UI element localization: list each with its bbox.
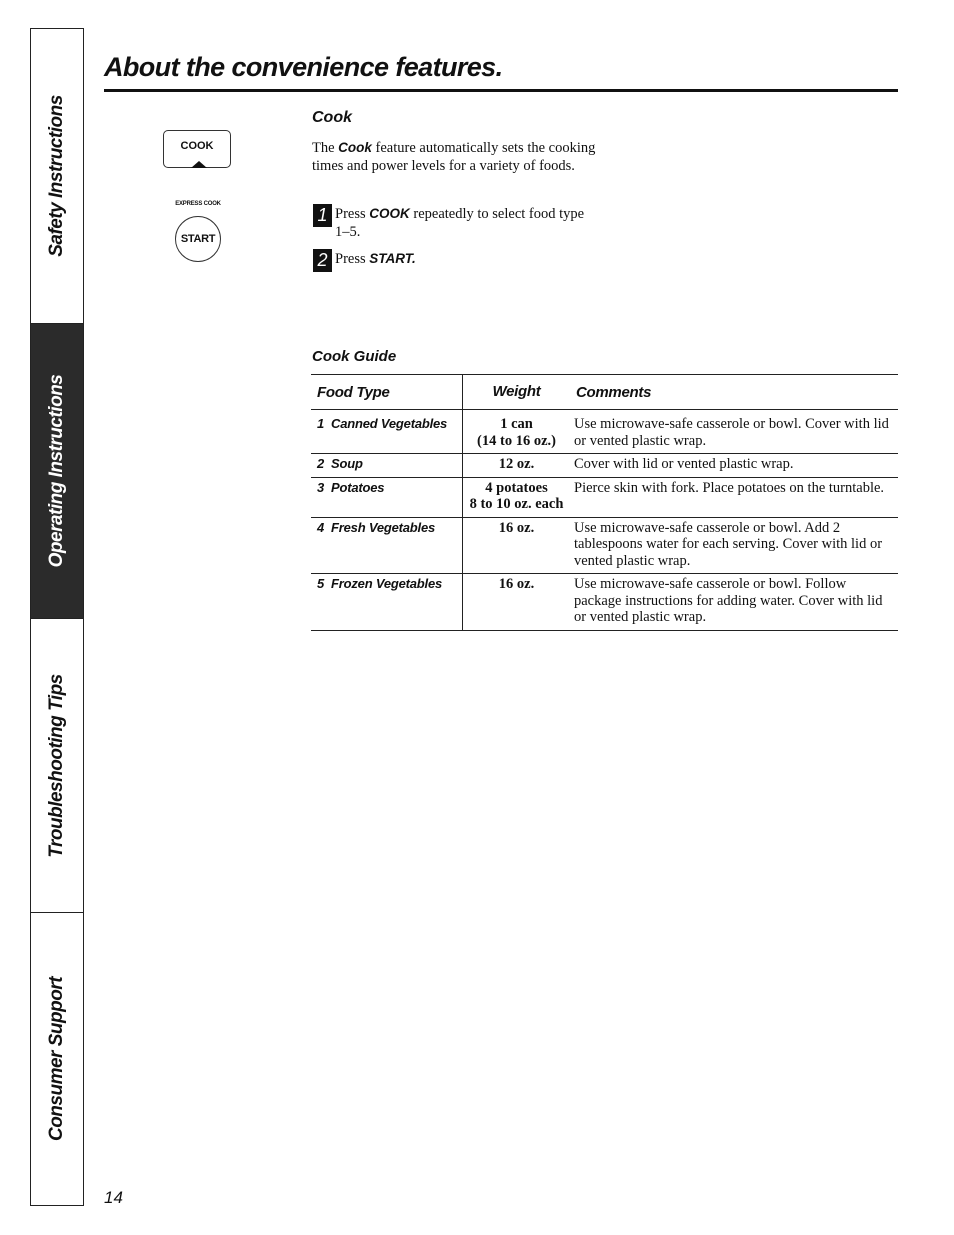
food-number: 5 [317,576,325,591]
table-row [311,410,898,454]
table-row [311,517,898,574]
comments-cell: Pierce skin with fork. Place potatoes on the turntable. [570,477,898,517]
cook-guide-table [311,374,898,631]
table-row [311,477,898,517]
step-keyword: START. [369,251,416,266]
weight-line: 12 oz. [498,456,535,472]
weight-cell [463,517,571,574]
weight-line: 8 to 10 oz. each [469,496,564,512]
weight-cell [463,454,571,478]
food-type-cell [311,477,463,517]
tab-label: Consumer Support [46,976,67,1142]
express-cook-label: EXPRESS COOK [175,201,221,207]
food-type-cell [311,574,463,631]
section-heading: Cook [312,109,352,126]
page-title: About the convenience features. [104,52,503,82]
weight-cell [463,410,571,454]
comments-cell: Use microwave-safe casserole or bowl. Follow package instructions for adding water. Cover with lid or vented plastic wrap. [570,574,898,631]
side-tab-bar [30,28,84,1206]
food-name: Canned Vegetables [331,416,448,431]
food-name: Fresh Vegetables [331,519,436,535]
cook-button-label: COOK [180,140,214,152]
tab-troubleshooting-tips[interactable] [31,619,83,913]
cook-button-illustration [163,130,231,168]
food-type-cell [311,410,463,454]
food-name: Potatoes [331,479,385,495]
start-button-illustration [175,216,221,262]
header-comments: Comments [570,375,898,410]
intro-keyword: Cook [338,140,372,155]
cook-intro-paragraph [312,139,597,175]
tab-label: Operating Instructions [46,374,67,568]
step-text-part: Press [335,251,370,267]
tab-label: Troubleshooting Tips [46,673,67,858]
weight-line: 16 oz. [498,519,535,536]
header-weight: Weight [463,375,571,410]
step-text [335,250,585,268]
step-text-part: repeatedly to select food type 1–5. [335,206,585,240]
food-number: 4 [317,519,325,535]
tab-safety-instructions[interactable] [31,29,83,324]
food-name: Soup [331,456,363,471]
table-row [311,574,898,631]
tab-operating-instructions[interactable] [31,324,83,619]
triangle-up-icon [191,161,207,168]
step-keyword: COOK [369,206,410,221]
step-number-badge: 2 [313,249,332,272]
step-text-part: Press [335,206,370,222]
food-number: 1 [317,416,325,431]
food-number: 2 [317,456,325,471]
comments-cell: Use microwave-safe casserole or bowl. Cover with lid or vented plastic wrap. [570,410,898,454]
weight-cell [463,477,571,517]
guide-title: Cook Guide [312,348,397,365]
weight-line: 16 oz. [498,576,535,592]
tab-consumer-support[interactable] [31,913,83,1205]
title-divider [104,89,898,92]
weight-line: 1 can [500,416,533,432]
step-number-badge: 1 [313,204,332,227]
comments-cell: Cover with lid or vented plastic wrap. [570,454,898,478]
food-type-cell [311,454,463,478]
food-name: Frozen Vegetables [331,576,443,591]
food-type-cell [311,517,463,574]
intro-text: feature automatically sets the cooking times and power levels for a variety of foods. [312,140,596,174]
weight-line: 4 potatoes [485,479,548,496]
table-row [311,454,898,478]
step-text [335,205,585,241]
food-number: 3 [317,479,325,495]
start-button-label: START [180,233,216,245]
comments-cell: Use microwave-safe casserole or bowl. Add 2 tablespoons water for each serving. Cover with lid or vented plastic wrap. [570,517,898,574]
header-food-type: Food Type [311,375,463,410]
page-number: 14 [104,1188,123,1207]
tab-label: Safety Instructions [46,95,67,257]
weight-cell [463,574,571,631]
intro-text: The [312,140,339,156]
table-header-row [311,375,898,410]
weight-line: (14 to 16 oz.) [477,432,556,449]
